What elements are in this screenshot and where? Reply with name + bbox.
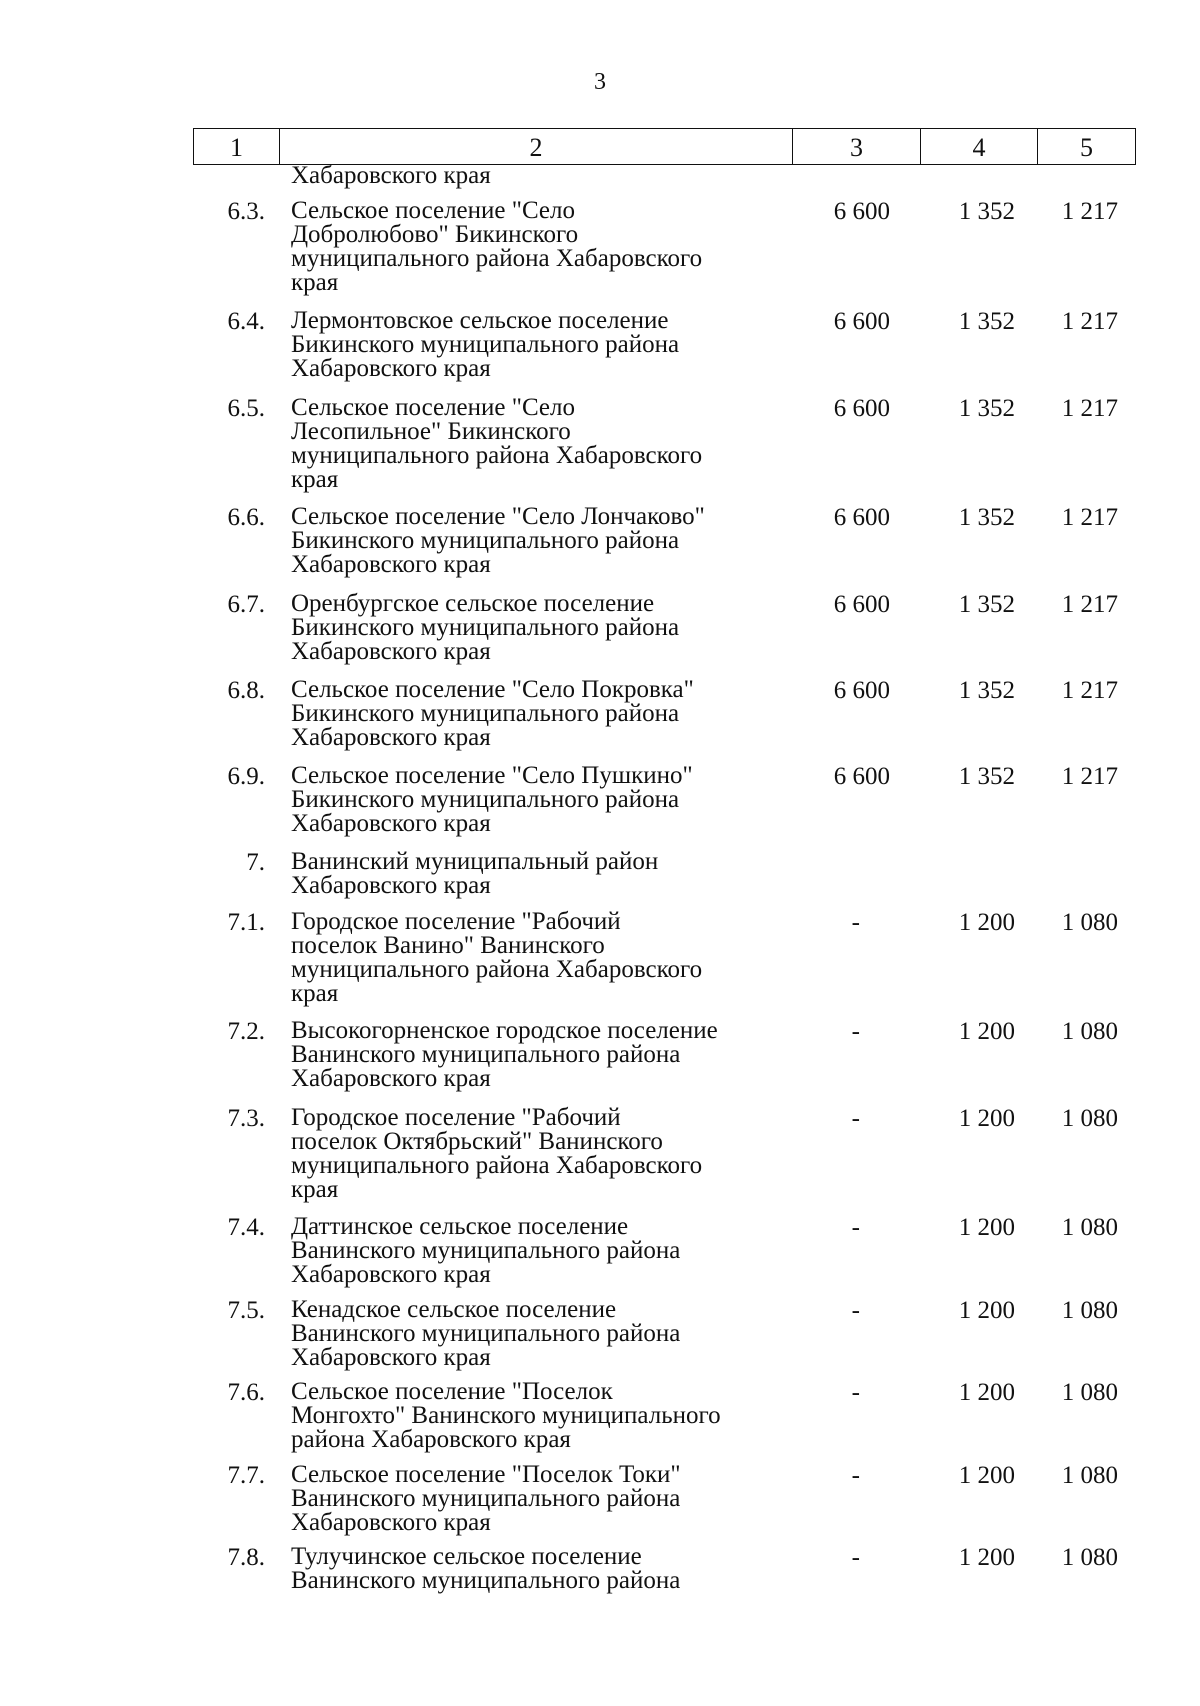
row-value-col4: 1 352	[958, 763, 1015, 790]
row-value-col4: 1 200	[958, 1018, 1015, 1045]
row-value-col5: 1 080	[1061, 909, 1118, 936]
row-name: Сельское поселение "Поселок Токи" Ванинского муниципального района Хабаровского края	[291, 1461, 681, 1536]
row-value-col5: 1 217	[1061, 395, 1118, 422]
row-number: 7.1.	[227, 909, 265, 936]
row-name: Сельское поселение "Село Лончаково" Бикинского муниципального района Хабаровского края	[291, 503, 705, 578]
row-value-col3: 6 600	[833, 591, 890, 618]
row-value-col5: 1 080	[1061, 1379, 1118, 1406]
row-value-col3: -	[851, 1462, 860, 1489]
row-name: Высокогорненское городское поселение Ванинского муниципального района Хабаровского края	[291, 1017, 718, 1092]
row-number: 7.6.	[227, 1379, 265, 1406]
row-name: Сельское поселение "Село Покровка" Бикинского муниципального района Хабаровского края	[291, 676, 694, 751]
row-value-col5: 1 080	[1061, 1214, 1118, 1241]
row-value-col4: 1 200	[958, 1544, 1015, 1571]
row-value-col3: 6 600	[833, 504, 890, 531]
row-value-col5: 1 080	[1061, 1018, 1118, 1045]
row-value-col4: 1 200	[958, 1462, 1015, 1489]
row-name: Лермонтовское сельское поселение Бикинского муниципального района Хабаровского края	[291, 307, 680, 382]
row-value-col4: 1 352	[958, 591, 1015, 618]
row-name: Тулучинское сельское поселение Ванинского муниципального района	[291, 1543, 681, 1594]
row-number: 6.8.	[227, 677, 265, 704]
row-value-col5: 1 217	[1061, 198, 1118, 225]
row-value-col5: 1 080	[1061, 1544, 1118, 1571]
row-number: 7.	[246, 849, 265, 876]
column-header-5: 5	[1038, 129, 1136, 165]
row-value-col3: -	[851, 1214, 860, 1241]
row-value-col5: 1 080	[1061, 1105, 1118, 1132]
row-name: Городское поселение "Рабочий поселок Ванино" Ванинского муниципального района Хабаровского края	[291, 908, 703, 1007]
row-value-col3: 6 600	[833, 677, 890, 704]
row-value-col4: 1 352	[958, 677, 1015, 704]
row-value-col3: -	[851, 1018, 860, 1045]
row-value-col3: 6 600	[833, 198, 890, 225]
row-value-col5: 1 080	[1061, 1462, 1118, 1489]
row-number: 6.3.	[227, 198, 265, 225]
row-value-col3: 6 600	[833, 395, 890, 422]
column-header-2: 2	[280, 129, 793, 165]
continuation-text: Хабаровского края	[291, 162, 491, 189]
row-value-col3: -	[851, 909, 860, 936]
row-number: 7.4.	[227, 1214, 265, 1241]
row-name: Сельское поселение "Поселок Монгохто" Ванинского муниципального района Хабаровского края	[291, 1378, 721, 1453]
row-value-col5: 1 080	[1061, 1297, 1118, 1324]
row-value-col4: 1 352	[958, 504, 1015, 531]
row-value-col4: 1 352	[958, 395, 1015, 422]
row-name: Городское поселение "Рабочий поселок Октябрьский" Ванинского муниципального района Хабаровского края	[291, 1104, 703, 1203]
row-value-col3: -	[851, 1379, 860, 1406]
row-value-col4: 1 352	[958, 308, 1015, 335]
row-name: Сельское поселение "Село Добролюбово" Бикинского муниципального района Хабаровского края	[291, 197, 703, 296]
row-value-col5: 1 217	[1061, 504, 1118, 531]
row-value-col4: 1 200	[958, 1105, 1015, 1132]
row-number: 6.6.	[227, 504, 265, 531]
column-header-4: 4	[921, 129, 1038, 165]
row-value-col3: 6 600	[833, 763, 890, 790]
row-value-col5: 1 217	[1061, 591, 1118, 618]
row-number: 7.8.	[227, 1544, 265, 1571]
row-name: Оренбургское сельское поселение Бикинского муниципального района Хабаровского края	[291, 590, 680, 665]
row-name: Кенадское сельское поселение Ванинского муниципального района Хабаровского края	[291, 1296, 681, 1371]
page-number: 3	[594, 69, 606, 95]
row-value-col3: -	[851, 1297, 860, 1324]
row-number: 7.5.	[227, 1297, 265, 1324]
row-number: 6.7.	[227, 591, 265, 618]
row-value-col3: -	[851, 1544, 860, 1571]
row-name: Сельское поселение "Село Пушкино" Бикинского муниципального района Хабаровского края	[291, 762, 693, 837]
row-number: 7.2.	[227, 1018, 265, 1045]
column-header-1: 1	[194, 129, 280, 165]
row-value-col4: 1 200	[958, 1214, 1015, 1241]
row-value-col4: 1 352	[958, 198, 1015, 225]
row-number: 6.9.	[227, 763, 265, 790]
row-value-col3: 6 600	[833, 308, 890, 335]
row-value-col4: 1 200	[958, 1297, 1015, 1324]
column-header-3: 3	[793, 129, 921, 165]
row-value-col4: 1 200	[958, 1379, 1015, 1406]
row-number: 6.5.	[227, 395, 265, 422]
row-value-col4: 1 200	[958, 909, 1015, 936]
row-name: Ванинский муниципальный район Хабаровского края	[291, 848, 659, 899]
row-name: Даттинское сельское поселение Ванинского муниципального района Хабаровского края	[291, 1213, 681, 1288]
row-number: 6.4.	[227, 308, 265, 335]
row-number: 7.3.	[227, 1105, 265, 1132]
row-value-col5: 1 217	[1061, 308, 1118, 335]
row-name: Сельское поселение "Село Лесопильное" Бикинского муниципального района Хабаровского края	[291, 394, 703, 493]
row-value-col3: -	[851, 1105, 860, 1132]
row-value-col5: 1 217	[1061, 677, 1118, 704]
row-number: 7.7.	[227, 1462, 265, 1489]
row-value-col5: 1 217	[1061, 763, 1118, 790]
